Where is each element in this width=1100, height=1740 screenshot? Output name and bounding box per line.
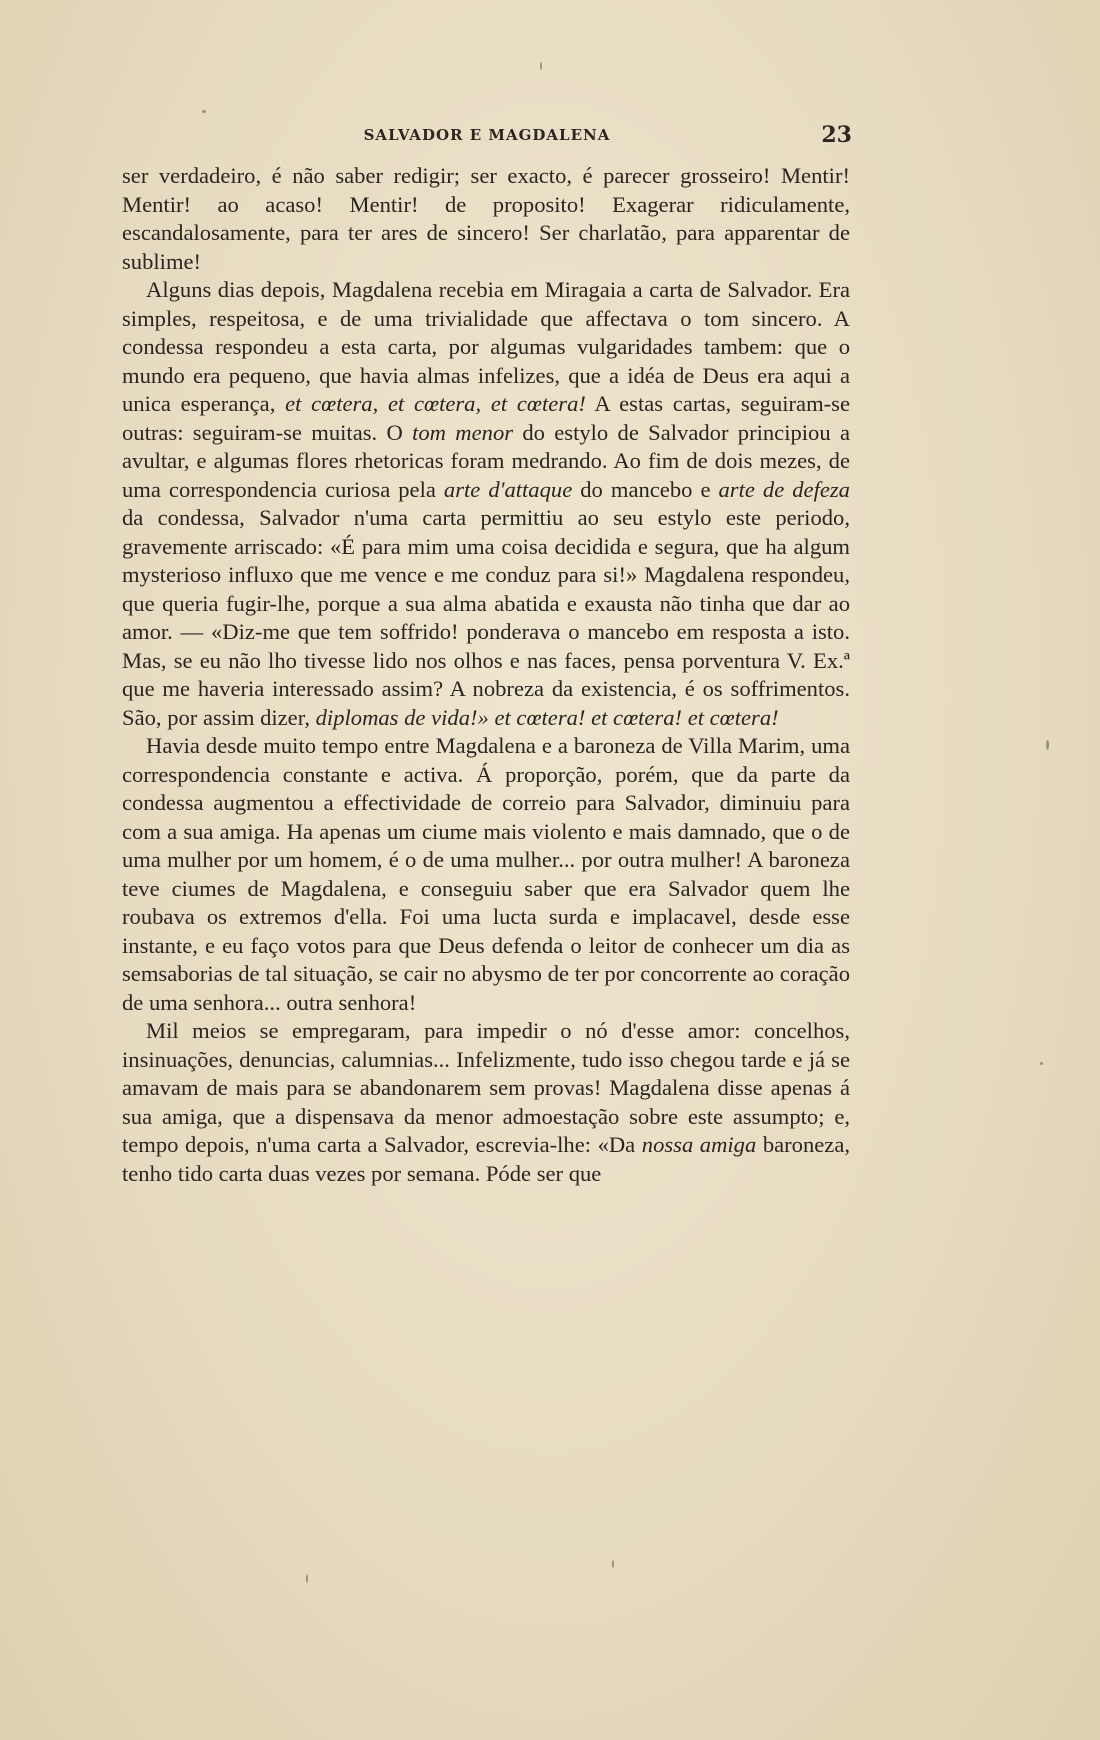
running-title: SALVADOR E MAGDALENA (363, 126, 611, 144)
italic-text: diplomas de vida!» et cœtera! et cœtera! et cœtera! (315, 704, 779, 730)
text-run: ser verdadeiro, é não saber redigir; ser exacto, é parecer grosseiro! Mentir! Mentir! ao acaso! Mentir! de proposito! Exagerar ridiculamente, escandalosamente, para ter ares de sincero! Ser charlatão, para apparentar de sublime! (122, 163, 850, 274)
italic-text: arte d'attaque (443, 476, 573, 502)
paragraph (122, 276, 850, 732)
running-head (122, 122, 852, 150)
italic-text: et cœtera, et cœtera, et cœtera! (285, 391, 586, 416)
paper-speck (540, 62, 542, 70)
paragraph (122, 162, 850, 276)
page-number: 23 (821, 122, 852, 148)
italic-text: arte de defeza (718, 476, 850, 502)
paragraph (122, 732, 850, 1017)
text-run: Mil meios se empregaram, para impedir o nó d'esse amor: concelhos, insinuações, denuncias, calumnias... Infelizmente, tudo isso chegou tarde e já se amavam de mais para se abandonarem sem provas! Magdalena disse apenas á sua amiga, que a dispensava da menor admoestação sobre este assumpto; e, tempo depois, n'uma carta a Salvador, escrevia-lhe: «Da (122, 1018, 850, 1157)
text-run: da condessa, Salvador n'uma carta permittiu ao seu estylo este periodo, gravemente arriscado: «É para mim uma coisa decidida e segura, que ha algum mysterioso influxo que me vence e me conduz para si!» Magdalena respondeu, que queria fugir-lhe, porque a sua alma abatida e exausta não tinha que dar ao amor. — «Diz-me que tem soffrido! ponderava o mancebo em resposta a isto. Mas, se eu não lho tivesse lido nos olhos e nas faces, pensa porventura V. Ex.ª que me haveria interessado assim? A nobreza da existencia, é os soffrimentos. São, por assim dizer, (122, 505, 850, 730)
paper-speck (1040, 1062, 1043, 1065)
text-run: Havia desde muito tempo entre Magdalena e a baroneza de Villa Marim, uma correspondencia constante e activa. Á proporção, porém, que da parte da condessa augmentou a effectividade de correio para Salvador, diminuiu para com a sua amiga. Ha apenas um ciume mais violento e mais damnado, que o de uma mulher por um homem, é o de uma mulher... por outra mulher! A baroneza teve ciumes de Magdalena, e conseguiu saber que era Salvador quem lhe roubava os extremos d'ella. Foi uma lucta surda e implacavel, desde esse instante, e eu faço votos para que Deus defenda o leitor de conhecer um dia as semsaborias de tal situação, se cair no abysmo de ter por concorrente ao coração de uma senhora... outra senhora! (122, 733, 850, 1015)
italic-text: nossa amiga (641, 1132, 757, 1157)
text-run: do estylo de Salvador principiou a avultar, e algumas flores rhetoricas foram medrando. Ao fim de dois mezes, de uma correspondencia curiosa pela (122, 419, 850, 502)
text-run: Alguns dias depois, Magdalena recebia em Miragaia a carta de Salvador. Era simples, respeitosa, e de uma trivialidade que affectava o tom sincero. A condessa respondeu a esta carta, por algumas vulgaridades tambem: que o mundo era pequeno, que havia almas infelizes, que a idéa de Deus era aqui a unica esperança, (122, 277, 850, 416)
text-run: A estas cartas, seguiram-se outras: seguiram-se muitas. O (122, 391, 850, 445)
paper-speck (202, 110, 206, 113)
paper-speck (1046, 740, 1049, 750)
body-text (122, 162, 850, 1188)
paper-speck (612, 1560, 614, 1568)
text-run: baroneza, tenho tido carta duas vezes por semana. Póde ser que (122, 1132, 851, 1186)
italic-text: tom menor (412, 419, 514, 445)
paragraph (122, 1017, 850, 1188)
paper-speck (306, 1574, 308, 1583)
text-run: do mancebo e (572, 476, 719, 502)
